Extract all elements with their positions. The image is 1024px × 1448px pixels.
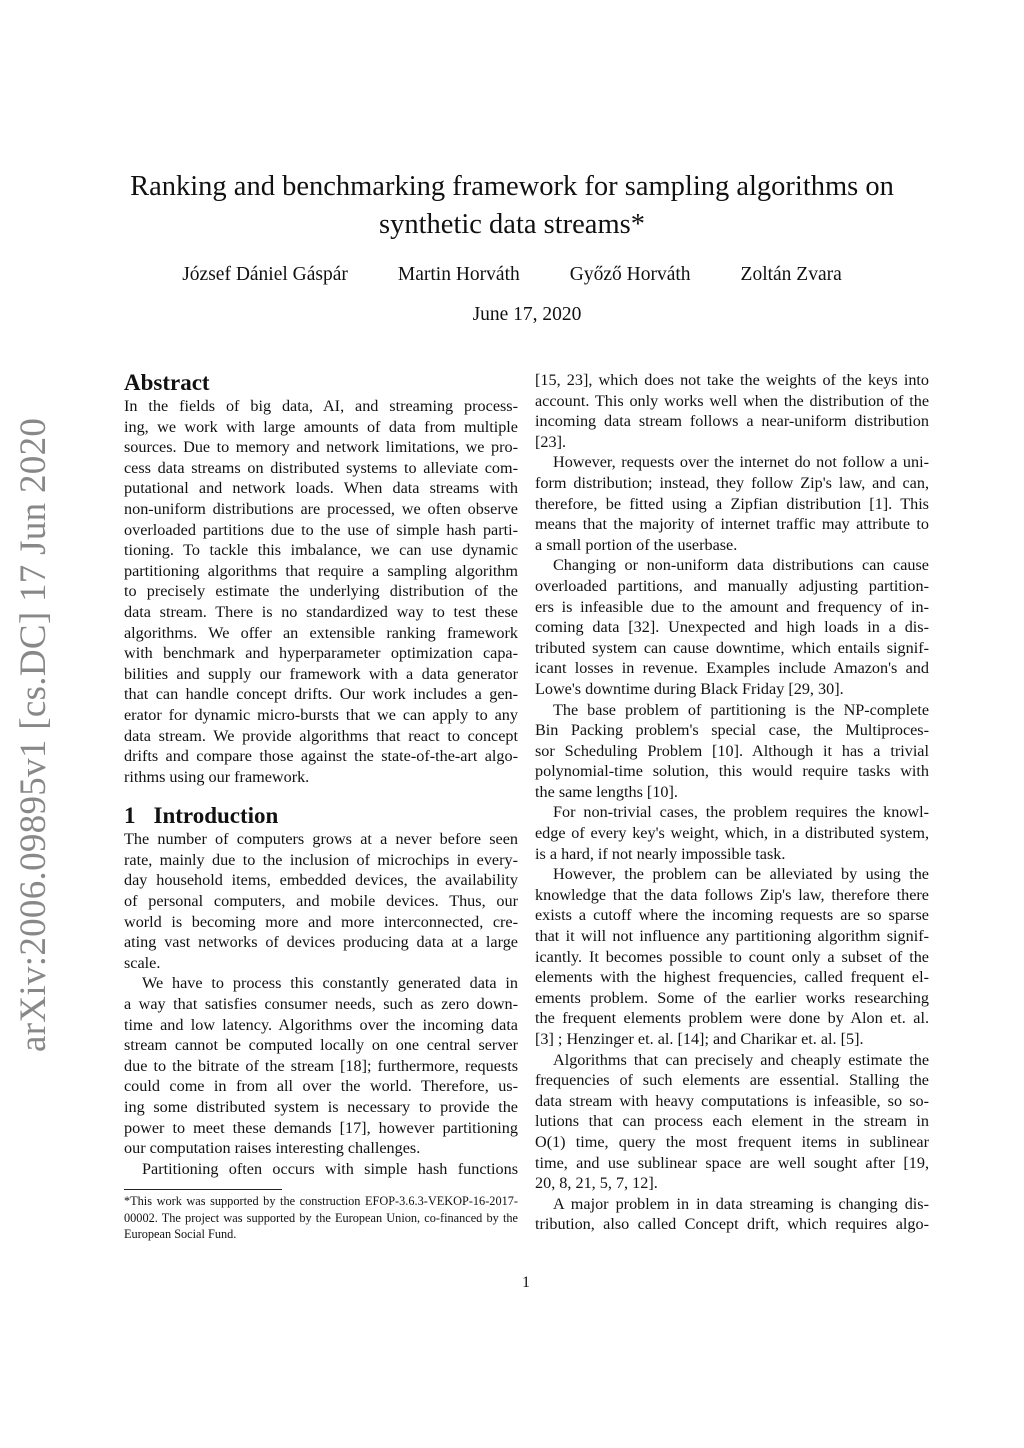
text-line: a small portion of the userbase. (535, 535, 738, 554)
right-column (535, 370, 929, 1235)
text-line: Bin Packing problem's special case, the Multiproces- (535, 721, 929, 740)
text-line: exists a cutoff where the incoming requests are so sparse (535, 906, 929, 925)
text-line: lutions that can process each element in the stream in (535, 1112, 929, 1131)
text-line: tioning. To tackle this imbalance, we can use dynamic (124, 541, 518, 560)
text-line: edge of every key's weight, which, in a distributed system, (535, 824, 929, 843)
paragraph (535, 370, 929, 452)
author: Martin Horváth (397, 264, 520, 285)
paragraph (124, 829, 518, 973)
text-line: Lowe's downtime during Black Friday [29, 30]. (535, 679, 844, 698)
footnote-rule (124, 1189, 282, 1190)
text-line: The number of computers grows at a never before seen (124, 830, 518, 849)
paragraph (535, 802, 929, 864)
text-line: the frequent elements problem were done by Alon et. al. (535, 1009, 929, 1028)
paragraph (535, 1194, 929, 1235)
text-line: could come in from all over the world. Therefore, us- (124, 1077, 518, 1096)
section-title: Introduction (153, 803, 279, 829)
text-line: scale. (124, 953, 161, 972)
text-line: We have to process this constantly generated data in (142, 974, 518, 993)
text-line: time and low latency. Algorithms over the incoming data (124, 1015, 518, 1034)
text-line: is a hard, if not nearly impossible task. (535, 844, 786, 863)
text-line: O(1) time, query the most frequent items in sublinear (535, 1132, 929, 1151)
text-line: incoming data stream follows a near-uniform distribution (535, 412, 929, 431)
paragraph (535, 1050, 929, 1194)
text-line: icant losses in revenue. Examples include Amazon's and (535, 659, 929, 678)
text-line: partitioning algorithms that require a sampling algorithm (124, 561, 518, 580)
text-line: to precisely estimate the underlying distribution of the (124, 582, 518, 601)
text-line: ers is infeasible due to the amount and frequency of in- (535, 597, 929, 616)
text-line: [15, 23], which does not take the weights of the keys into (535, 371, 929, 389)
title-line: synthetic data streams* (379, 209, 645, 240)
section-number: 1 (124, 803, 136, 829)
text-line: stream cannot be computed locally on one central server (124, 1036, 518, 1055)
text-line: ing some distributed system is necessary to provide the (124, 1098, 518, 1116)
paragraph (535, 700, 929, 803)
text-line: For non-trivial cases, the problem requires the knowl- (553, 803, 929, 822)
text-line: tributed system can cause downtime, which entails signif- (535, 638, 929, 657)
text-line: 20, 8, 21, 5, 7, 12]. (535, 1174, 658, 1193)
text-line: non-uniform distributions are processed, we often observe (124, 499, 518, 518)
text-line: coming data [32]. Unexpected and high loads in a dis- (535, 618, 929, 637)
text-line: [3] ; Henzinger et. al. [14]; and Charikar et. al. [5]. (535, 1030, 864, 1048)
text-line: elements with the highest frequencies, called frequent el- (535, 968, 929, 987)
text-line: our computation raises interesting challenges. (124, 1139, 421, 1158)
text-line: putational and network loads. When data streams with (124, 479, 518, 498)
footnote: *This work was supported by the construction EFOP-3.6.3-VEKOP-16-2017-00002. The project was supported by the European Union, co-financed by the European Social Fund. (124, 1194, 518, 1242)
text-line: bilities and supply our framework with a data generator (124, 664, 518, 683)
text-line: means that the majority of internet traffic may attribute to (535, 515, 929, 534)
text-line: data stream. There is no standardized way to test these (124, 602, 518, 621)
text-line: However, the problem can be alleviated by using the (553, 865, 929, 884)
text-line: due to the bitrate of the stream [18]; furthermore, requests (124, 1056, 518, 1075)
paragraph (535, 555, 929, 699)
text-line: Algorithms that can precisely and cheaply estimate the (553, 1050, 929, 1069)
text-line: day household items, embedded devices, the availability (124, 871, 518, 890)
text-line: drifts and compare those against the state-of-the-art algo- (124, 747, 518, 766)
page-number: 1 (522, 1274, 530, 1291)
text-line: The base problem of partitioning is the NP-complete (553, 700, 929, 719)
text-line: that can handle concept drifts. Our work includes a gen- (124, 685, 518, 704)
text-line: tribution, also called Concept drift, which requires algo- (535, 1215, 929, 1234)
text-line: a way that satisfies consumer needs, such as zero down- (124, 995, 518, 1014)
author: Zoltán Zvara (740, 264, 842, 285)
text-line: A major problem in in data streaming is changing dis- (553, 1194, 929, 1213)
author: József Dániel Gáspár (182, 264, 348, 285)
text-line: with benchmark and hyperparameter optimization capa- (124, 644, 518, 663)
text-line: knowledge that the data follows Zip's law, therefore there (535, 885, 929, 904)
text-line: ing, we work with large amounts of data from multiple (124, 417, 518, 436)
text-line: ements problem. Some of the earlier works researching (535, 988, 929, 1007)
text-line: In the fields of big data, AI, and streaming process- (124, 397, 518, 415)
text-line: therefore, be fitted using a Zipfian distribution [1]. This (535, 494, 929, 513)
left-column (124, 370, 518, 1243)
text-line: [23]. (535, 432, 567, 451)
text-line: Changing or non-uniform data distributions can cause (553, 556, 929, 575)
paragraph (124, 973, 518, 1158)
text-line: form distribution; instead, they follow Zip's law, and can, (535, 473, 929, 492)
introduction-body (124, 829, 518, 1179)
paper-date: June 17, 2020 (472, 304, 582, 325)
text-line: algorithms. We offer an extensible ranking framework (124, 623, 518, 642)
text-line: world is becoming more and more interconnected, cre- (124, 912, 518, 931)
text-line: the same lengths [10]. (535, 782, 678, 801)
text-line: However, requests over the internet do not follow a uni- (553, 453, 929, 472)
arxiv-stamp: arXiv:2006.09895v1 [cs.DC] 17 Jun 2020 (13, 417, 54, 1052)
paragraph (535, 864, 929, 1049)
text-line: ating vast networks of devices producing data at a large (124, 933, 518, 952)
text-line: power to meet these demands [17], however partitioning (124, 1118, 518, 1137)
text-line: erator for dynamic micro-bursts that we can apply to any (124, 705, 518, 724)
text-line: that it will not influence any partitioning algorithm signif- (535, 927, 929, 946)
text-line: icantly. It becomes possible to count only a subset of the (535, 947, 929, 966)
text-line: overloaded partitions due to the use of simple hash parti- (124, 520, 518, 539)
paragraph (124, 396, 518, 787)
text-line: overloaded partitions, and manually adjusting partition- (535, 576, 929, 595)
text-line: rate, mainly due to the inclusion of microchips in every- (124, 850, 518, 869)
text-line: Partitioning often occurs with simple hash functions (142, 1159, 518, 1178)
title-line: Ranking and benchmarking framework for sampling algorithms on (130, 171, 894, 202)
paragraph (535, 452, 929, 555)
text-line: cess data streams on distributed systems to alleviate com- (124, 458, 518, 477)
text-line: of personal computers, and mobile devices. Thus, our (124, 892, 518, 911)
section-heading (124, 803, 518, 829)
author-list (0, 264, 1024, 286)
abstract-body (124, 396, 518, 787)
text-line: rithms using our framework. (124, 767, 310, 786)
text-line: polynomial-time solution, this would require tasks with (535, 762, 929, 781)
text-line: sor Scheduling Problem [10]. Although it has a trivial (535, 741, 929, 760)
text-line: time, and use sublinear space are well sought after [19, (535, 1153, 929, 1172)
text-line: account. This only works well when the distribution of the (535, 391, 929, 410)
abstract-heading: Abstract (124, 370, 210, 395)
text-line: frequencies of such elements are essential. Stalling the (535, 1071, 929, 1090)
paper-title (0, 168, 1024, 244)
text-line: sources. Due to memory and network limitations, we pro- (124, 438, 518, 457)
text-line: data stream. We provide algorithms that react to concept (124, 726, 518, 745)
paragraph (124, 1159, 518, 1180)
text-line: data stream with heavy computations is infeasible, so so- (535, 1091, 929, 1110)
author: Győző Horváth (569, 264, 691, 285)
